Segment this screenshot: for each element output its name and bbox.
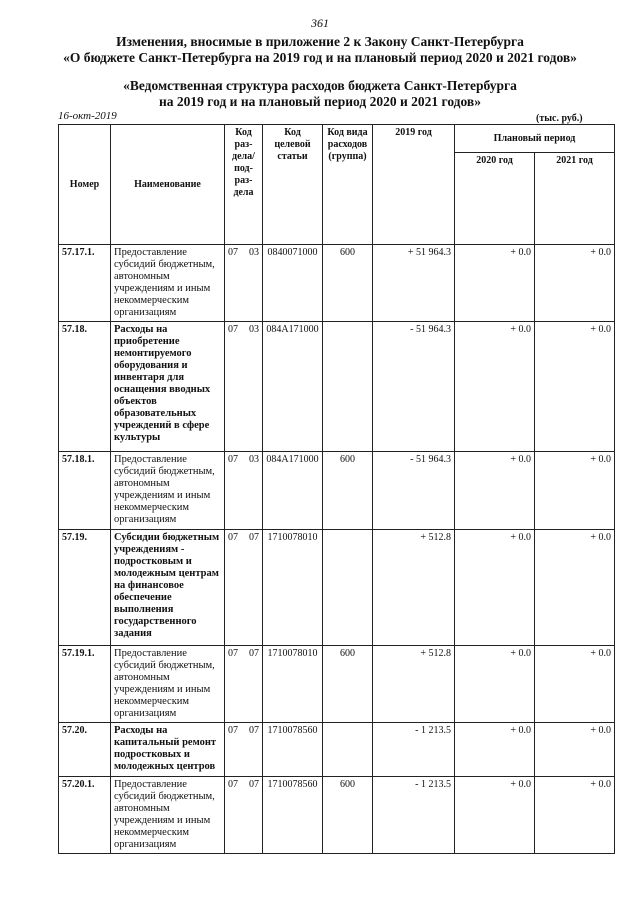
row-name: Предоставление субсидий бюджетным, автономным учреждениям и иным некоммерческим организациям [111,245,225,322]
row-amount-2021: + 0.0 [535,322,615,452]
subtitle-line-2: на 2019 год и на плановый период 2020 и 2021 годов» [159,94,481,109]
row-expense-type [323,530,373,646]
row-expense-type: 600 [323,245,373,322]
subsection-code: 07 [249,648,259,659]
row-amount-2019: - 51 964.3 [373,322,455,452]
subsection-code: 03 [249,247,259,258]
table-row [59,530,615,646]
header-section: Код раз-дела/ под-раз-дела [225,125,263,245]
row-expense-type [323,322,373,452]
row-target-code: 084А171000 [263,452,323,530]
row-section [225,646,263,723]
row-expense-type [323,723,373,777]
section-code: 07 [228,454,238,465]
row-section [225,777,263,854]
row-target-code: 1710078010 [263,646,323,723]
row-name: Предоставление субсидий бюджетным, автономным учреждениям и иным некоммерческим организациям [111,452,225,530]
row-amount-2020: + 0.0 [455,777,535,854]
table-row [59,777,615,854]
title-line-2: «О бюджете Санкт-Петербурга на 2019 год и на плановый период 2020 и 2021 годов» [63,50,577,65]
document-subtitle [0,78,640,110]
row-target-code: 084А171000 [263,322,323,452]
row-target-code: 1710078010 [263,530,323,646]
row-section [225,723,263,777]
row-name: Предоставление субсидий бюджетным, автономным учреждениям и иным некоммерческим организациям [111,646,225,723]
subsection-code: 03 [249,454,259,465]
header-2020: 2020 год [455,153,535,245]
section-code: 07 [228,247,238,258]
header-2021: 2021 год [535,153,615,245]
row-amount-2020: + 0.0 [455,646,535,723]
row-amount-2020: + 0.0 [455,452,535,530]
row-amount-2019: + 512.8 [373,530,455,646]
row-amount-2020: + 0.0 [455,245,535,322]
row-amount-2021: + 0.0 [535,245,615,322]
row-target-code: 1710078560 [263,723,323,777]
header-number: Номер [59,125,111,245]
row-number: 57.19. [59,530,111,646]
row-expense-type: 600 [323,646,373,723]
table-row [59,723,615,777]
row-amount-2021: + 0.0 [535,646,615,723]
row-amount-2019: + 512.8 [373,646,455,723]
row-section [225,322,263,452]
row-number: 57.20. [59,723,111,777]
row-amount-2020: + 0.0 [455,530,535,646]
row-number: 57.18.1. [59,452,111,530]
budget-table [58,124,615,854]
header-name: Наименование [111,125,225,245]
section-code: 07 [228,779,238,790]
row-number: 57.19.1. [59,646,111,723]
document-date: 16-окт-2019 [58,110,117,122]
row-section [225,452,263,530]
row-amount-2019: - 51 964.3 [373,452,455,530]
row-name: Субсидии бюджетным учреждениям - подростковым и молодежным центрам на финансовое обеспечение выполнения государственного задания [111,530,225,646]
row-amount-2021: + 0.0 [535,452,615,530]
row-amount-2020: + 0.0 [455,322,535,452]
table-row [59,322,615,452]
row-amount-2021: + 0.0 [535,530,615,646]
row-amount-2021: + 0.0 [535,777,615,854]
section-code: 07 [228,648,238,659]
subsection-code: 07 [249,532,259,543]
header-expense-type: Код вида расходов (группа) [323,125,373,245]
table-row [59,245,615,322]
section-code: 07 [228,725,238,736]
row-section [225,245,263,322]
title-line-1: Изменения, вносимые в приложение 2 к Закону Санкт-Петербурга [116,34,524,49]
section-code: 07 [228,324,238,335]
units-label: (тыс. руб.) [536,113,583,124]
row-number: 57.18. [59,322,111,452]
header-target: Код целевой статьи [263,125,323,245]
row-target-code: 0840071000 [263,245,323,322]
document-title [0,34,640,66]
row-section [225,530,263,646]
row-name: Расходы на капитальный ремонт подростковых и молодежных центров [111,723,225,777]
subtitle-line-1: «Ведомственная структура расходов бюджета Санкт-Петербурга [123,78,517,93]
row-number: 57.17.1. [59,245,111,322]
row-number: 57.20.1. [59,777,111,854]
subsection-code: 07 [249,725,259,736]
section-code: 07 [228,532,238,543]
subsection-code: 03 [249,324,259,335]
table-row [59,646,615,723]
row-expense-type: 600 [323,452,373,530]
row-name: Расходы на приобретение немонтируемого оборудования и инвентаря для оснащения вводных объектов образовательных учреждений в сфере культуры [111,322,225,452]
page-number: 361 [311,16,329,30]
header-2019: 2019 год [373,125,455,245]
row-amount-2021: + 0.0 [535,723,615,777]
header-planned-period: Плановый период [455,125,615,153]
row-name: Предоставление субсидий бюджетным, автономным учреждениям и иным некоммерческим организациям [111,777,225,854]
subsection-code: 07 [249,779,259,790]
row-amount-2019: - 1 213.5 [373,723,455,777]
row-amount-2019: - 1 213.5 [373,777,455,854]
row-expense-type: 600 [323,777,373,854]
row-amount-2019: + 51 964.3 [373,245,455,322]
row-target-code: 1710078560 [263,777,323,854]
row-amount-2020: + 0.0 [455,723,535,777]
table-row [59,452,615,530]
